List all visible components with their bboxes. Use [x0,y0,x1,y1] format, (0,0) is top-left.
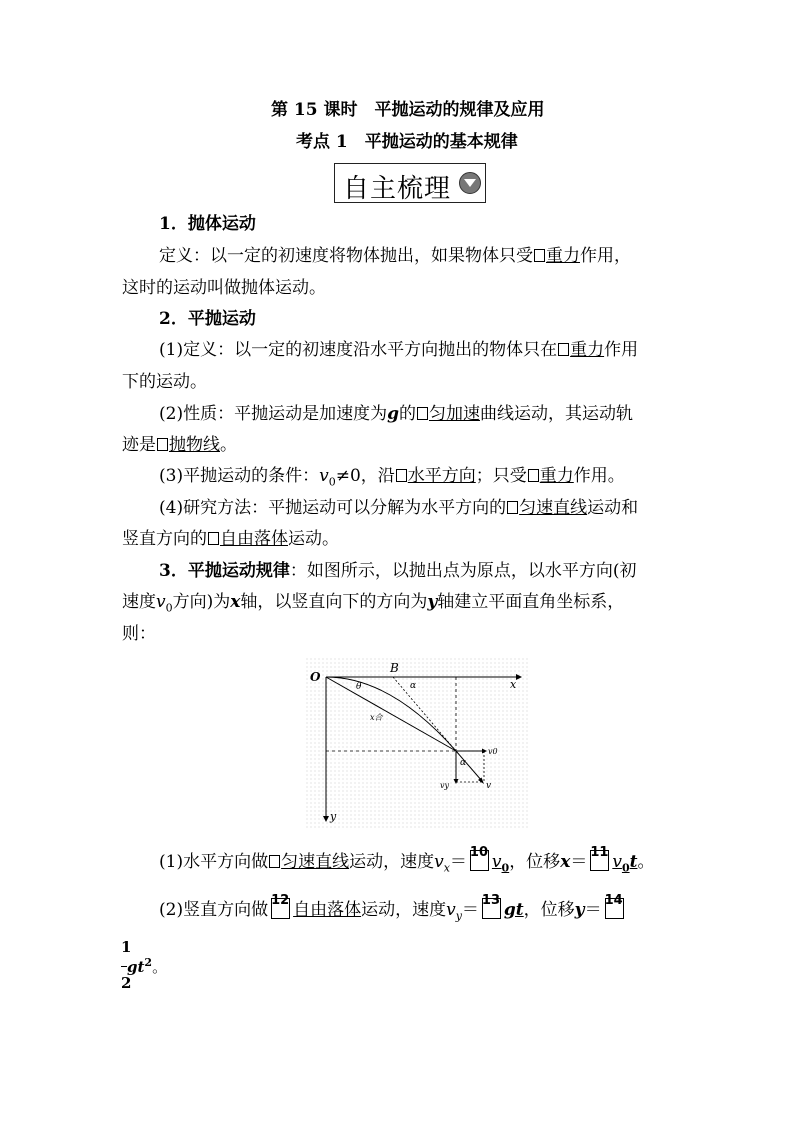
answer: 重力 [539,466,574,486]
section2-p4-cont [122,529,339,549]
answer-number-box [271,893,290,919]
symbol: g [387,404,399,424]
text: 竖直方向的 [122,529,207,549]
text: 。 [152,958,168,976]
section3-line3: 则： [122,624,156,644]
section2-p1-cont: 下的运动。 [122,372,207,392]
answer-number: 10 [469,845,489,860]
answer: v [612,852,622,872]
blank-mark [507,501,518,514]
text: 运动，速度 [361,900,447,920]
text: (1)定义：以一定的初速度沿水平方向抛出的物体只在 [159,340,558,360]
blank-mark [208,532,219,545]
subscript: 0 [501,861,510,875]
answer: 匀速直线 [281,852,350,872]
section3-line1 [159,561,636,581]
theta-label: θ [356,682,362,692]
subscript: 0 [165,601,173,615]
text: 作用。 [573,466,625,486]
answer: 匀速直线 [519,498,588,518]
exponent: 2 [144,956,153,969]
section1-definition [159,246,631,266]
text: 轴建立平面直角坐标系， [437,592,625,612]
text: (4)研究方法：平抛运动可以分解为水平方向的 [159,498,507,518]
lesson-title: 第 15 课时 平抛运动的规律及应用 [271,100,545,120]
answer-number-box [590,845,609,871]
alpha-label-bottom: α [460,758,467,768]
answer-number-box [481,893,501,919]
text: 。 [637,852,655,872]
fraction-denominator: 2 [121,974,132,992]
text: 运动，速度 [349,852,435,872]
blank-mark [269,855,280,868]
text: 运动。 [288,529,339,549]
section-badge [334,163,486,203]
answer: 重力 [546,246,580,266]
x-axis-label: x [510,678,517,691]
figure-background [306,658,528,830]
subscript: 0 [328,475,336,489]
text: 方向)为 [172,592,231,612]
section2-p3 [159,466,625,492]
answer: gt [127,958,145,976]
text: 运动和 [587,498,639,518]
badge-label: 自主梳理 [343,174,452,204]
answer: 匀加速 [428,404,480,424]
text: ＝ [461,900,479,920]
blank-mark [528,469,539,482]
text: 作用， [580,246,631,266]
topic-title: 考点 1 平抛运动的基本规律 [296,132,518,152]
text: (3)平抛运动的条件： [159,466,320,486]
section1-heading: 1．抛体运动 [159,214,256,234]
section2-p2-cont [122,435,237,455]
answer: gt [503,900,524,920]
text: 。 [220,435,237,455]
down-triangle-icon [459,172,481,194]
blank-mark [534,249,545,262]
text: (2)竖直方向做 [159,900,269,920]
text: ；只受 [475,466,527,486]
blank-mark [396,469,407,482]
text: 速度 [122,592,156,612]
answer: 重力 [570,340,605,360]
section3-line2 [122,592,624,618]
text: ，位移 [509,852,561,872]
text: ＝ [584,900,602,920]
text: (1)水平方向做 [159,852,269,872]
answer-number: 14 [604,893,623,908]
symbol: v [446,900,456,920]
item1-line [159,845,655,878]
answer-number: 11 [590,845,609,860]
answer: 水平方向 [407,466,476,486]
symbol: v [319,466,329,486]
blank-mark [157,438,168,451]
answer: 抛物线 [169,435,220,455]
answer-number: 12 [271,893,290,908]
symbol: x [230,592,241,612]
text: 曲线运动，其运动轨 [479,404,633,424]
v0-label: v0 [488,747,498,756]
section3-heading: 3．平抛运动规律 [159,561,290,581]
origin-label: O [310,670,321,684]
section2-heading: 2．平抛运动 [159,309,256,329]
subscript: 0 [621,861,630,875]
text: 作用 [604,340,639,360]
alpha-label-top: α [410,681,417,691]
answer-number-box [469,845,489,871]
y-axis-label: y [330,810,337,823]
text: 定义：以一定的初速度将物体抛出，如果物体只受 [159,246,533,266]
text: ＝ [570,852,588,872]
answer: v [491,852,502,872]
section2-p2 [159,404,633,424]
item2-line [159,893,627,926]
text: ＝ [449,852,467,872]
subscript: y [455,909,462,923]
subscript: x [443,861,450,875]
point-b-label: B [390,661,399,675]
symbol: v [434,852,444,872]
answer-number: 13 [481,893,501,908]
blank-mark [558,343,569,356]
text: 的 [398,404,416,424]
text: 轴，以竖直向下的方向为 [240,592,428,612]
symbol: v [156,592,166,612]
text: (2)性质：平抛运动是加速度为 [159,404,388,424]
section2-p4 [159,498,638,518]
text: ：如图所示，以抛出点为原点，以水平方向(初 [289,561,637,581]
section2-p1 [159,340,638,360]
text: ，位移 [523,900,575,920]
answer-number-box [604,893,624,919]
v-label: v [486,781,492,791]
text: 迹是 [122,435,156,455]
resultant-displacement-label: x合 [370,713,383,722]
vy-label: vy [440,781,450,790]
blank-mark [417,407,428,420]
symbol: y [574,900,585,920]
section1-definition-cont: 这时的运动叫做抛体运动。 [122,278,326,298]
symbol: x [560,852,571,872]
text: ≠0，沿 [335,466,395,486]
answer: t [629,852,638,872]
fraction-numerator: 1 [121,938,132,956]
answer: 自由落体 [293,900,362,920]
symbol: y [427,592,438,612]
answer: 自由落体 [220,529,288,549]
projectile-figure [306,658,528,830]
